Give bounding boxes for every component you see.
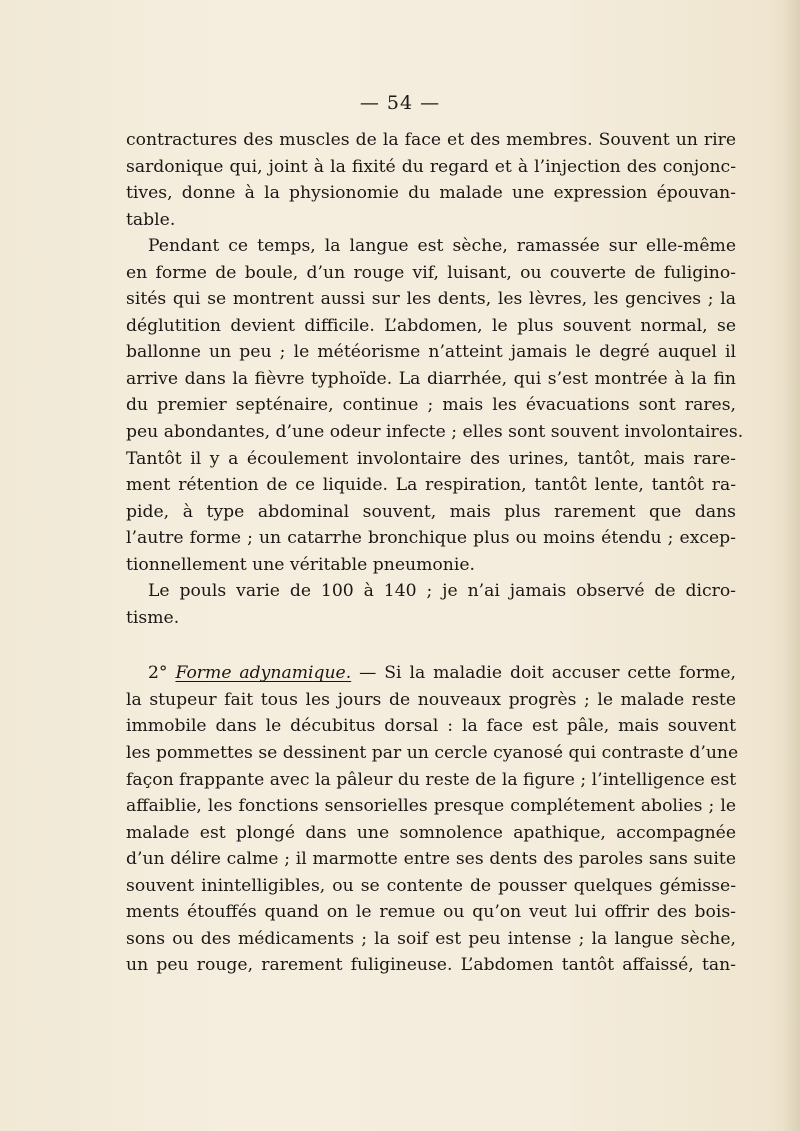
section-title: Forme adynamique. xyxy=(175,663,352,684)
text-line: contractures des muscles de la face et des membres. Souvent un rire xyxy=(126,130,736,150)
paragraph-2 xyxy=(126,233,744,578)
text-line: d’un délire calme ; il marmotte entre ses dents des paroles sans suite xyxy=(126,849,736,870)
text-line: ments étouffés quand on le remue ou qu’on veut lui offrir des bois- xyxy=(126,902,736,923)
text-line: malade est plongé dans une somnolence apathique, accompagnée xyxy=(126,822,736,843)
text-line: Le pouls varie de 100 à 140 ; je n’ai jamais observé de dicro- xyxy=(148,581,736,602)
text-line: sons ou des médicaments ; la soif est peu intense ; la langue sèche, xyxy=(126,928,736,949)
paragraph-3 xyxy=(126,578,736,631)
text-line: arrive dans la fièvre typhoïde. La diarrhée, qui s’est montrée à la fin xyxy=(126,368,736,389)
text-line: peu abondantes, d’une odeur infecte ; elles sont souvent involontaires. xyxy=(126,422,744,443)
text-line: la stupeur fait tous les jours de nouveaux progrès ; le malade reste xyxy=(126,689,736,710)
page-edge-shadow xyxy=(782,0,800,1131)
text-line: façon frappante avec la pâleur du reste de la figure ; l’intelligence est xyxy=(126,769,737,790)
body-text xyxy=(126,127,744,979)
paragraph-forme-adynamique xyxy=(126,660,739,979)
text-line: tionnellement une véritable pneumonie. xyxy=(126,554,475,575)
paragraph-1 xyxy=(126,127,736,233)
text-line: un peu rouge, rarement fuligineuse. L’abdomen tantôt affaissé, tan- xyxy=(126,955,736,976)
text-line: tisme. xyxy=(126,607,180,628)
text-line: les pommettes se dessinent par un cercle cyanosé qui contraste d’une xyxy=(126,743,739,764)
text-line: sardonique qui, joint à la fixité du regard et à l’injection des conjonc- xyxy=(126,156,736,177)
page-number: — 54 — xyxy=(359,92,441,114)
text-line: du premier septénaire, continue ; mais les évacuations sont rares, xyxy=(126,395,736,416)
section-gap xyxy=(126,631,736,660)
text-line: en forme de boule, d’un rouge vif, luisant, ou couverte de fuligino- xyxy=(126,262,736,283)
text-line: ment rétention de ce liquide. La respiration, tantôt lente, tantôt ra- xyxy=(126,475,736,496)
text-line: l’autre forme ; un catarrhe bronchique plus ou moins étendu ; excep- xyxy=(126,528,736,549)
section-number: 2° xyxy=(148,663,176,684)
text-line: souvent inintelligibles, ou se contente de pousser quelques gémisse- xyxy=(126,875,736,896)
section-heading-line xyxy=(126,660,736,687)
text-line: tives, donne à la physionomie du malade une expression épouvan- xyxy=(126,183,736,204)
text-line: pide, à type abdominal souvent, mais plus rarement que dans xyxy=(126,501,736,522)
text-line: immobile dans le décubitus dorsal : la face est pâle, mais souvent xyxy=(126,716,736,737)
text-line: affaiblie, les fonctions sensorielles presque complétement abolies ; le xyxy=(126,796,736,817)
text-line: déglutition devient difficile. L’abdomen, le plus souvent normal, se xyxy=(126,315,736,336)
section-heading-rest: — Si la maladie doit accuser cette forme, xyxy=(351,663,736,684)
text-line: Tantôt il y a écoulement involontaire des urines, tantôt, mais rare- xyxy=(126,448,736,469)
text-line: Pendant ce temps, la langue est sèche, ramassée sur elle-même xyxy=(148,236,736,257)
text-line: sités qui se montrent aussi sur les dents, les lèvres, les gencives ; la xyxy=(126,289,736,310)
text-line: ballonne un peu ; le météorisme n’atteint jamais le degré auquel il xyxy=(126,342,736,363)
text-line: table. xyxy=(126,209,176,230)
